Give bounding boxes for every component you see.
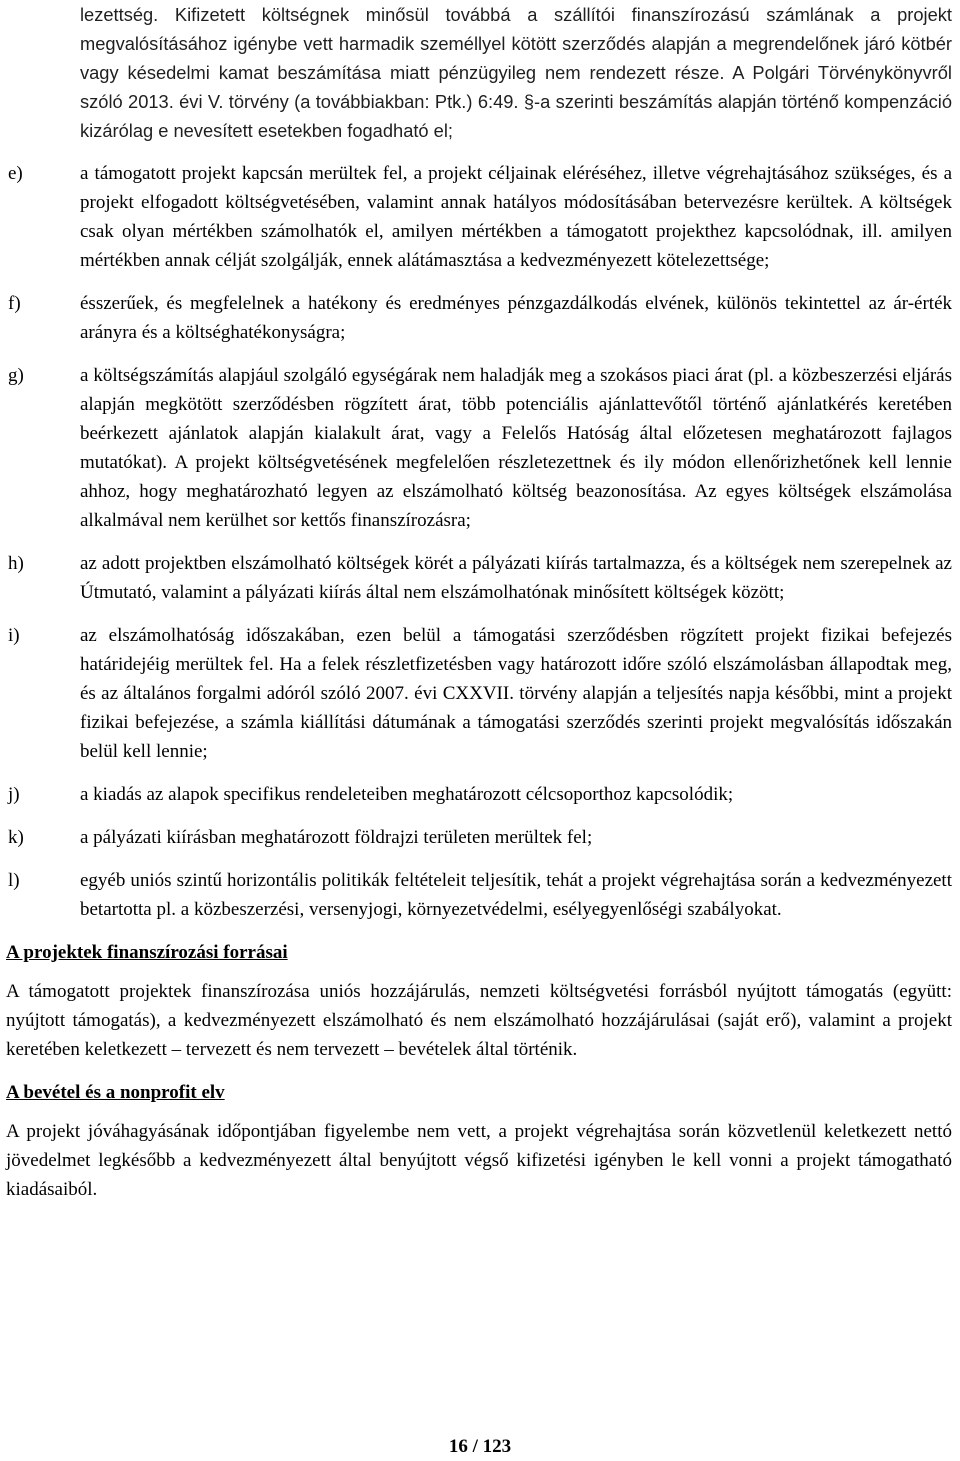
list-item-letter: h) (8, 553, 24, 574)
list-item-text: egyéb uniós szintű horizontális politikák feltételeit teljesítik, tehát a projekt végrehajtása során a kedvezményezett betartotta pl. a közbeszerzési, versenyjogi, környezetvédelmi, esélyegyenlőségi szabályokat. (80, 870, 952, 920)
list-item-letter: f) (8, 293, 21, 314)
section-paragraph-financing-sources: A támogatott projektek finanszírozása uniós hozzájárulás, nemzeti költségvetési forrásból nyújtott támogatás (együtt: nyújtott támogatás), a kedvezményezett elszámolható és nem elszámolható hozzájárulásai (saját erő), valamint a projekt keretében keletkezett – tervezett és nem tervezett – bevételek által történik. (6, 981, 952, 1060)
list-item-h (6, 549, 952, 607)
list-item-j (6, 780, 952, 809)
section-heading-financing-sources (6, 938, 952, 967)
list-item-e (6, 159, 952, 275)
intro-continuation: lezettség. Kifizetett költségnek minősül továbbá a szállítói finanszírozású számlának a projekt megvalósításához igénybe vett harmadik személlyel kötött szerződés alapján a megrendelőnek járó kötbér vagy késedelmi kamat beszámítása miatt pénzügyileg nem rendezett része. A Polgári Törvénykönyvről szóló 2013. évi V. törvény (a továbbiakban: Ptk.) 6:49. §-a szerinti beszámítás alapján történő kompenzáció kizárólag e nevesített esetekben fogadható el; (80, 4, 952, 141)
section-title: A projektek finanszírozási forrásai (6, 942, 288, 963)
list-item-i (6, 621, 952, 766)
page-number: 16 / 123 (448, 1436, 512, 1457)
eligibility-criteria-list (6, 159, 952, 924)
list-item-text: a pályázati kiírásban meghatározott földrajzi területen merültek fel; (80, 827, 593, 848)
list-item-letter: l) (8, 870, 20, 891)
list-item-letter: k) (8, 827, 24, 848)
list-item-letter: i) (8, 625, 20, 646)
list-item-text: a költségszámítás alapjául szolgáló egységárak nem haladják meg a szokásos piaci árat (pl. a közbeszerzési eljárás alapján megkötött szerződésben rögzített árat, több potenciális ajánlattevőtől történő ajánlatkérés keretében beérkezett ajánlatok alapján kialakult árat, vagy a Felelős Hatóság által előzetesen meghatározott fajlagos mutatókat). A projekt költségvetésének megfelelően részletezettnek és ily módon ellenőrizhetőnek kell lennie ahhoz, hogy meghatározható legyen az elszámolható költség beazonosítása. Az egyes költségek elszámolása alkalmával nem kerülhet sor kettős finanszírozásra; (80, 365, 952, 531)
list-item-l (6, 866, 952, 924)
list-item-g (6, 361, 952, 535)
list-item-text: a kiadás az alapok specifikus rendeleteiben meghatározott célcsoporthoz kapcsolódik; (80, 784, 734, 805)
list-item-letter: e) (8, 163, 23, 184)
section-title: A bevétel és a nonprofit elv (6, 1082, 225, 1103)
section-heading-revenue-nonprofit (6, 1078, 952, 1107)
list-item-k (6, 823, 952, 852)
list-item-text: az elszámolhatóság időszakában, ezen belül a támogatási szerződésben rögzített projekt fizikai befejezés határidejéig merültek fel. Ha a felek részletfizetésben vagy határozott időre szóló elszámolásban állapodtak meg, és az általános forgalmi adóról szóló 2007. évi CXXVII. törvény alapján a teljesítés napja későbbi, mint a projekt fizikai befejezése, a számla kiállítási dátumának a támogatási szerződés szerinti projekt megvalósítás időszakán belül kell lennie; (80, 625, 952, 762)
list-item-letter: g) (8, 365, 24, 386)
list-item-text: az adott projektben elszámolható költségek körét a pályázati kiírás tartalmazza, és a költségek nem szerepelnek az Útmutató, valamint a pályázati kiírás által nem elszámolhatónak minősített költségek között; (80, 553, 952, 603)
list-item-letter: j) (8, 784, 20, 805)
list-item-text: a támogatott projekt kapcsán merültek fel, a projekt céljainak eléréséhez, illetve végrehajtásához szükséges, és a projekt elfogadott költségvetésében, valamint annak hatályos módosításában betervezésre kerültek. A költségek csak olyan mértékben számolhatók el, amilyen mértékben a támogatott projekthez kapcsolódnak, ill. amilyen mértékben annak célját szolgálják, ennek alátámasztása a kedvezményezett kötelezettsége; (80, 163, 952, 271)
list-item-text: ésszerűek, és megfelelnek a hatékony és eredményes pénzgazdálkodás elvének, különös tekintettel az ár-érték arányra és a költséghatékonyságra; (80, 293, 952, 343)
section-paragraph-revenue-nonprofit: A projekt jóváhagyásának időpontjában figyelembe nem vett, a projekt végrehajtása során közvetlenül keletkezett nettó jövedelmet legkésőbb a kedvezményezett által benyújtott végső kifizetési igényben le kell vonni a projekt támogatható kiadásaiból. (6, 1121, 952, 1200)
list-item-f (6, 289, 952, 347)
